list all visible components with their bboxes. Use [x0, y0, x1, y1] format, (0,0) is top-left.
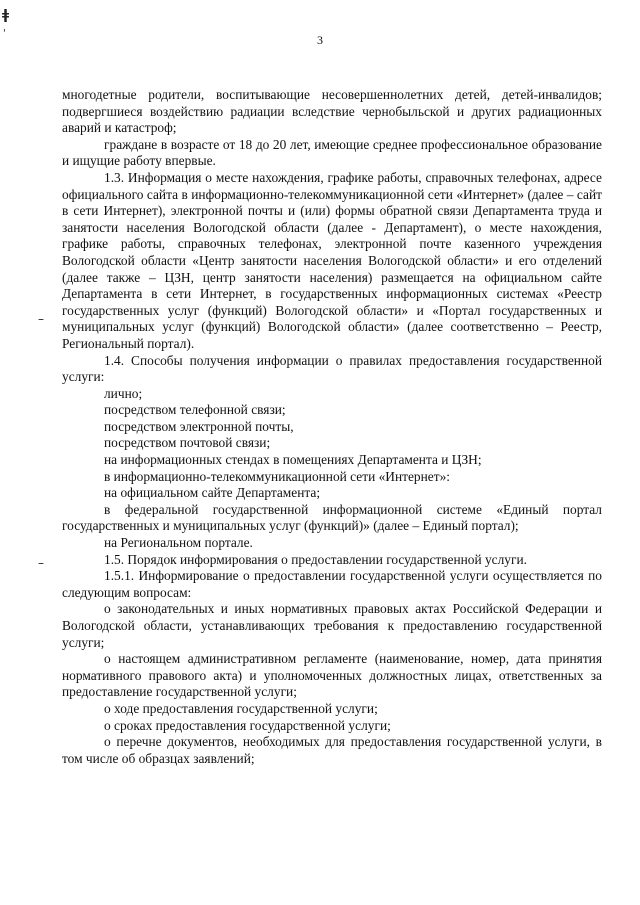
list-item: на официальном сайте Департамента;: [104, 485, 321, 501]
list-item: о настоящем административном регламенте (наименование, номер, дата принятия нормативного правового акта) и уполномоченных должностных лицах, ответственных за предоставление государственной услуги;: [62, 651, 602, 700]
margin-mark-top: ǂ: [2, 8, 10, 23]
document-body: [62, 87, 602, 767]
list-item: о перечне документов, необходимых для предоставления государственной услуги, в том числе об образцах заявлений;: [62, 734, 602, 766]
list-item: лично;: [104, 385, 143, 401]
margin-dash-mark: –: [38, 556, 44, 570]
list-item: посредством телефонной связи;: [104, 402, 286, 418]
list-item: о законодательных и иных нормативных правовых актах Российской Федерации и Вологодской области, устанавливающих требования к предоставлению государственной услуги;: [62, 601, 602, 650]
paragraph-1-3: 1.3. Информация о месте нахождения, графике работы, справочных телефонах, адресе официального сайта в информационно-телекоммуникационной сети «Интернет» (далее – сайт в сети Интернет), электронной почты и (или) формы обратной связи Департамента труда и занятости населения Вологодской области (далее - Департамент), о месте нахождения, графике работы, справочных телефонах, электронной почте казенного учреждения Вологодской области «Центр занятости населения Вологодской области» и его отделений (далее также – ЦЗН, центр занятости населения) размещается на официальном сайте Департамента в сети Интернет, в государственных информационных системах «Реестр государственных услуг (функций) Вологодской области» и «Портал государственных и муниципальных услуг (функций) Вологодской области» (далее соответственно – Реестр, Региональный портал).: [62, 169, 602, 351]
margin-dash-mark: –: [38, 312, 44, 326]
list-item: в информационно-телекоммуникационной сети «Интернет»:: [104, 468, 450, 484]
paragraph-1-5: 1.5. Порядок информирования о предоставлении государственной услуги.: [104, 551, 528, 567]
list-item: о сроках предоставления государственной услуги;: [104, 717, 391, 733]
list-item: в федеральной государственной информационной системе «Единый портал государственных и муниципальных услуг (функций)» (далее – Единый портал);: [62, 501, 602, 534]
paragraph: многодетные родители, воспитывающие несовершеннолетних детей, детей-инвалидов; подвергшиеся воздействию радиации вследствие чернобыльской и других радиационных аварий и катастроф;: [62, 87, 602, 136]
list-item: о ходе предоставления государственной услуги;: [104, 700, 378, 716]
list-item: посредством почтовой связи;: [104, 435, 271, 451]
page-number: 3: [317, 33, 323, 47]
paragraph: граждане в возрасте от 18 до 20 лет, имеющие среднее профессиональное образование и ищущие работу впервые.: [62, 136, 602, 169]
list-item: на информационных стендах в помещениях Департамента и ЦЗН;: [104, 452, 482, 468]
list-item: на Региональном портале.: [104, 535, 253, 551]
list-item: посредством электронной почты,: [104, 418, 294, 434]
paragraph-1-4: 1.4. Способы получения информации о правилах предоставления государственной услуги:: [62, 352, 602, 385]
margin-mark-top-small: ': [3, 28, 6, 39]
paragraph-1-5-1: 1.5.1. Информирование о предоставлении государственной услуги осуществляется по следующим вопросам:: [62, 568, 602, 600]
